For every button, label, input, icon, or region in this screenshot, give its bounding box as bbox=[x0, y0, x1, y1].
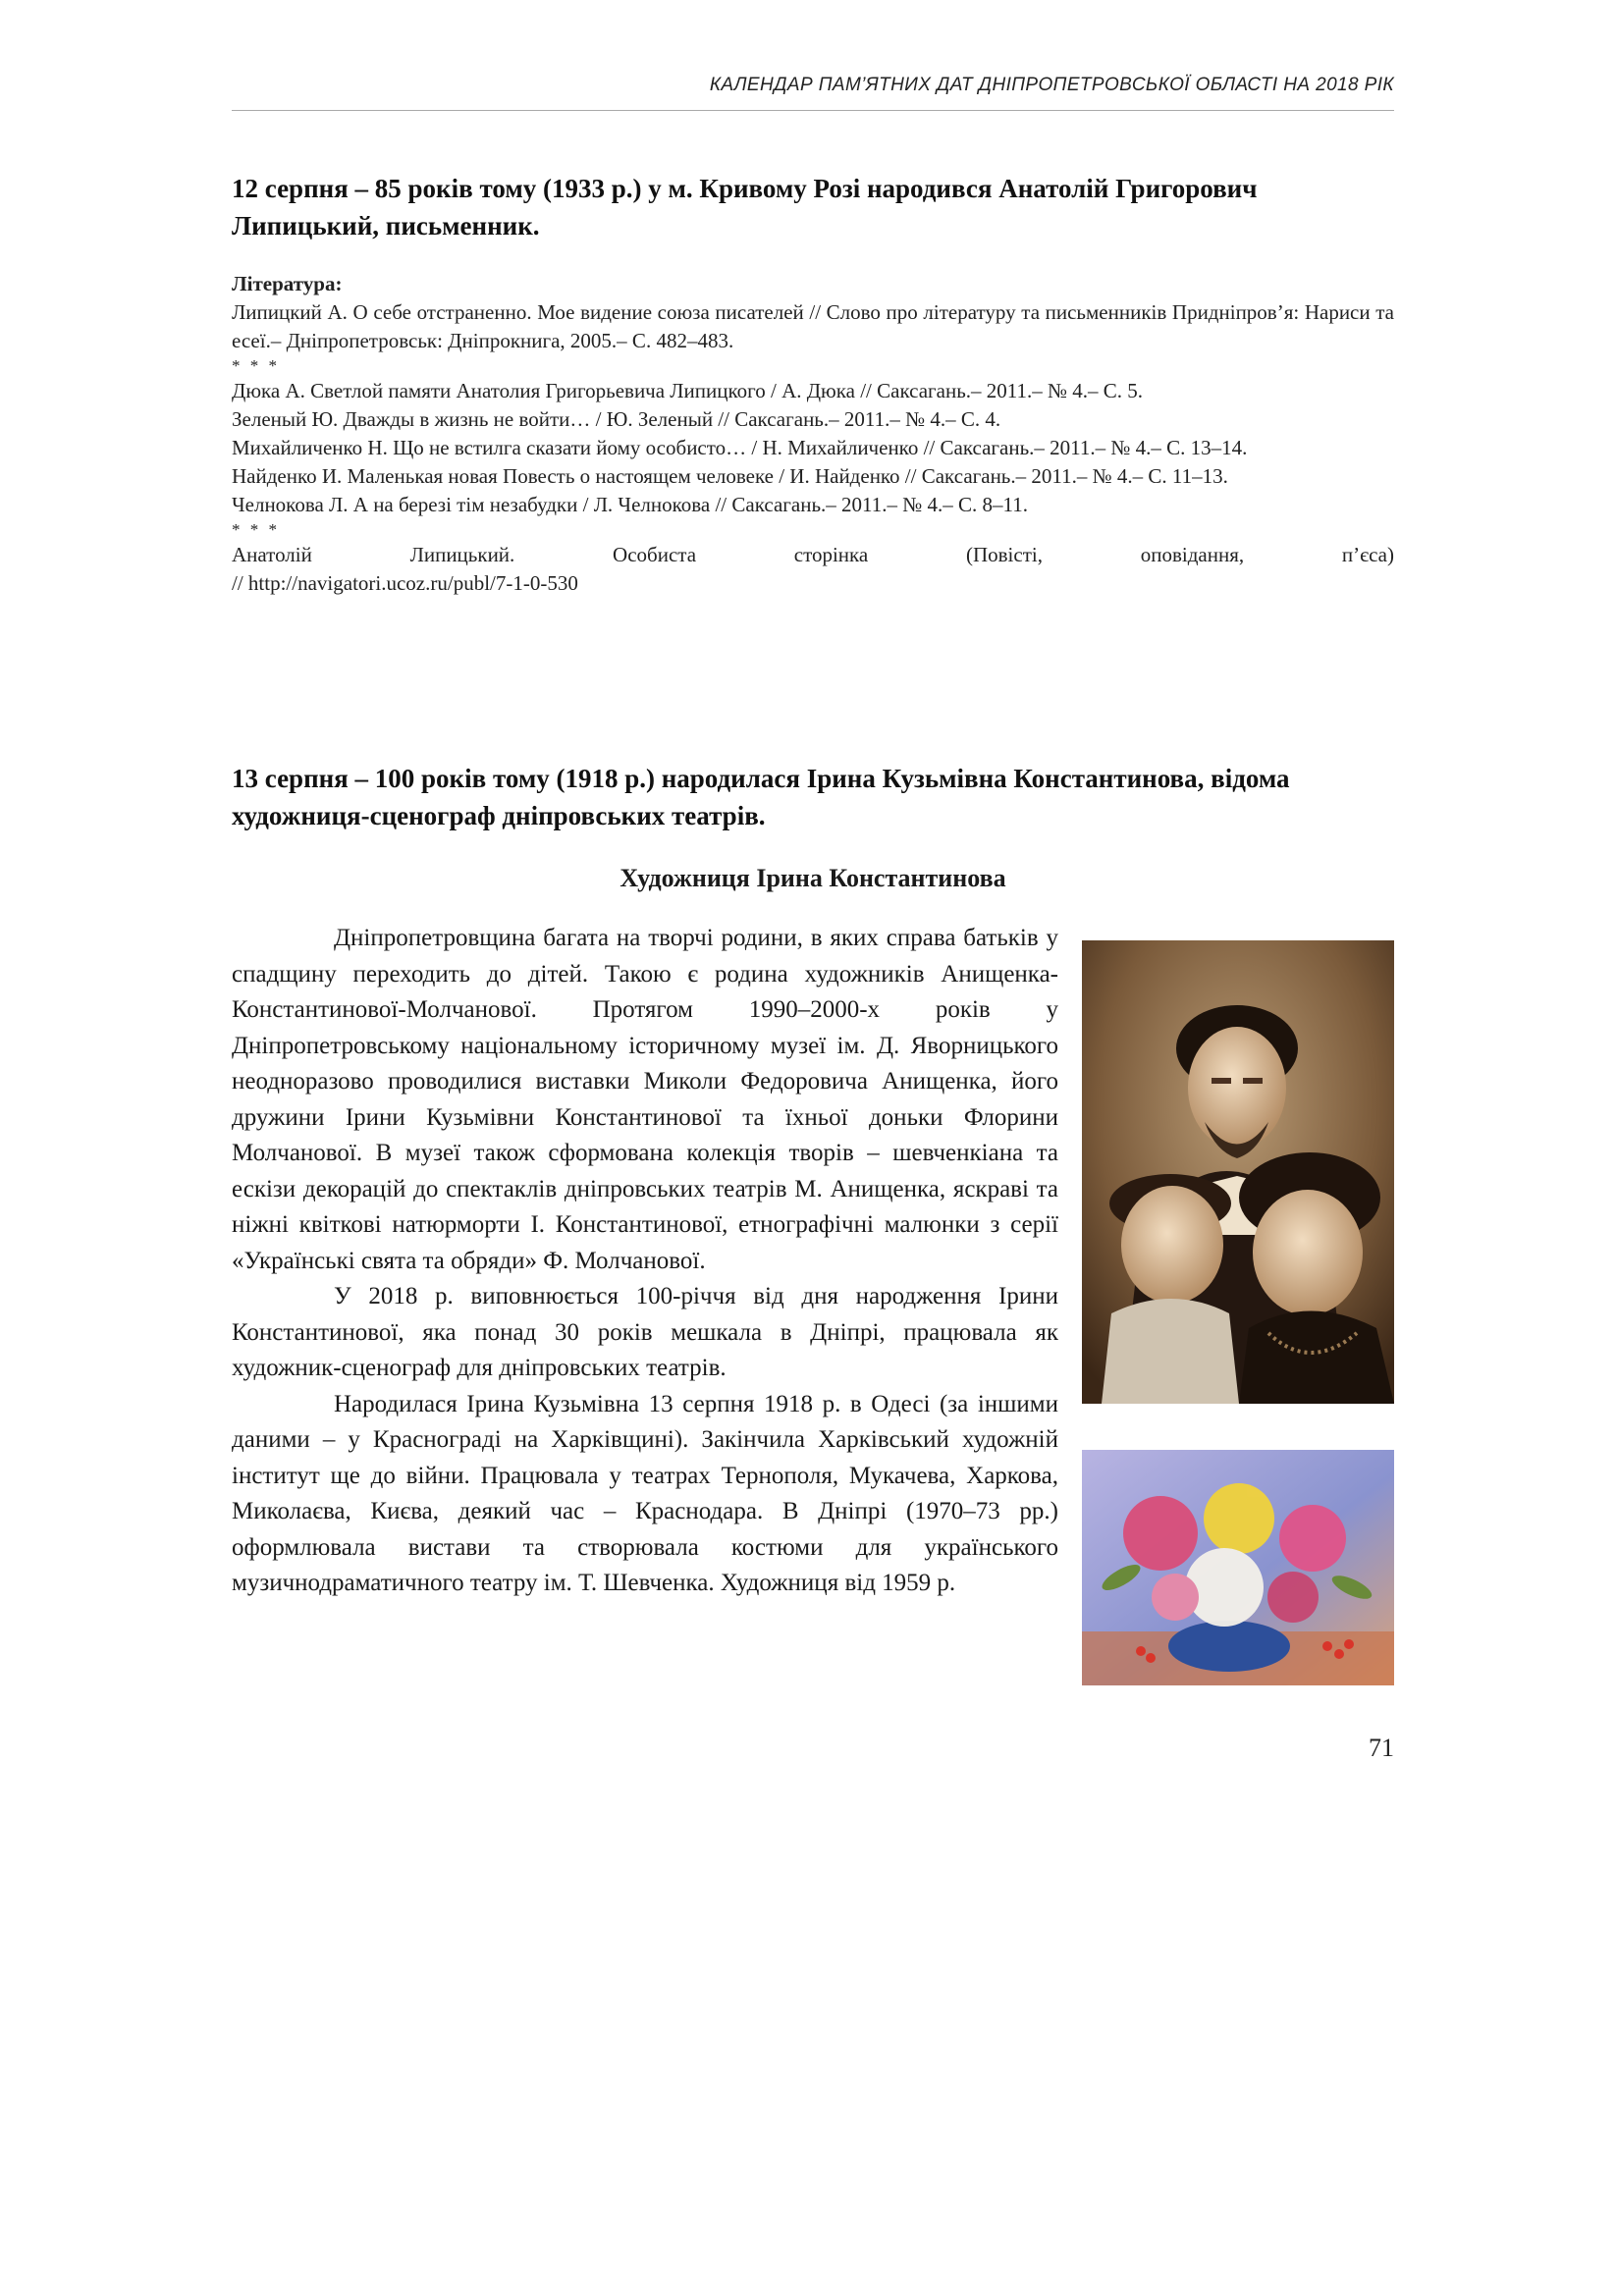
article-body bbox=[232, 921, 1058, 1602]
literature-item: Михайличенко Н. Що не встилга сказати йому особисто… / Н. Михайличенко // Саксагань.– 2011.– № 4.– С. 13–14. bbox=[232, 436, 1248, 459]
separator: * * * bbox=[232, 356, 280, 375]
reference-word: (Повісті, bbox=[965, 543, 1043, 566]
paragraph: Народилася Ірина Кузьмівна 13 серпня 1918 р. в Одесі (за іншими даними – у Краснограді на Харківщині). Закінчила Харківський художній інститут ще до війни. Працювала у театрах Тернополя, Мукачева, Харкова, Миколаєва, Києва, деякий час – Краснодара. В Дніпрі (1970–73 рр.) оформлювала вистави та створювала костюми для українського музичнодраматичного театру ім. Т. Шевченка. Художниця від 1959 р. bbox=[232, 1390, 1058, 1596]
literature-item: Найденко И. Маленькая новая Повесть о настоящем человеке / И. Найденко // Саксагань.– 2011.– № 4.– С. 11–13. bbox=[232, 464, 1228, 488]
page-number: 71 bbox=[1369, 1734, 1394, 1762]
literature-item: Зеленый Ю. Дважды в жизнь не войти… / Ю. Зеленый // Саксагань.– 2011.– № 4.– С. 4. bbox=[232, 407, 1001, 431]
header-rule bbox=[232, 110, 1394, 111]
reference-url[interactable]: // http://navigatori.ucoz.ru/publ/7-1-0-530 bbox=[232, 571, 578, 595]
reference-word: Анатолій bbox=[232, 543, 312, 566]
flower-still-life-painting bbox=[1082, 1450, 1394, 1685]
reference-word: сторінка bbox=[793, 543, 869, 566]
running-header: КАЛЕНДАР ПАМ’ЯТНИХ ДАТ ДНІПРОПЕТРОВСЬКОЇ ОБЛАСТІ НА 2018 РІК bbox=[709, 75, 1394, 95]
literature-block bbox=[232, 270, 1394, 598]
literature-heading: Література: bbox=[232, 272, 343, 295]
literature-item: Челнокова Л. А на березі тім незабудки / Л. Челнокова // Саксагань.– 2011.– № 4.– С. 8–11. bbox=[232, 493, 1029, 516]
family-portrait-photo bbox=[1082, 940, 1394, 1404]
literature-item: Липицкий А. О себе отстраненно. Мое видение союза писателей // Слово про літературу та письменників Придніпров’я: Нариси та есеї.– Дніпропетровськ: Дніпрокнига, 2005.– С. 482–483. bbox=[232, 300, 1394, 352]
paragraph: У 2018 р. виповнюється 100-річчя від дня народження Ірини Константинової, яка понад 30 років мешкала в Дніпрі, працювала як художник-сценограф для дніпровських театрів. bbox=[232, 1283, 1058, 1381]
separator: * * * bbox=[232, 520, 280, 539]
paragraph: Дніпропетровщина багата на творчі родини, в яких справа батьків у спадщину переходить до дітей. Такою є родина художників Анищенка-Константинової-Молчанової. Протягом 1990–2000-х років у Дніпропетровському національному історичному музеї ім. Д. Яворницького неодноразово проводилися виставки Миколи Федоровича Анищенка, його дружини Ірини Кузьмівни Константинової та їхньої доньки Флорини Молчанової. В музеї також сформована колекція творів – шевченкіана та ескізи декорацій до спектаклів дніпровських театрів М. Анищенка, яскраві та ніжні квіткові натюрморти І. Константинової, етнографічні малюнки з серії «Українські свята та обряди» Ф. Молчанової. bbox=[232, 925, 1058, 1274]
personal-page-reference bbox=[232, 541, 1394, 569]
entry-title-lipytskyi: 12 серпня – 85 років тому (1933 р.) у м. Кривому Розі народився Анатолій Григорович Липицький, письменник. bbox=[232, 174, 1258, 240]
reference-word: оповідання, bbox=[1140, 543, 1245, 566]
entry-title-konstantynova: 13 серпня – 100 років тому (1918 р.) народилася Ірина Кузьмівна Константинова, відома художниця-сценограф дніпровських театрів. bbox=[232, 764, 1290, 830]
article-subheading: Художниця Ірина Константинова bbox=[619, 864, 1006, 892]
reference-word: Липицький. bbox=[409, 543, 515, 566]
reference-word: Особиста bbox=[613, 543, 697, 566]
literature-item: Дюка А. Светлой памяти Анатолия Григорьевича Липицкого / А. Дюка // Саксагань.– 2011.– № 4.– С. 5. bbox=[232, 379, 1144, 402]
reference-word: п’єса) bbox=[1341, 543, 1394, 566]
